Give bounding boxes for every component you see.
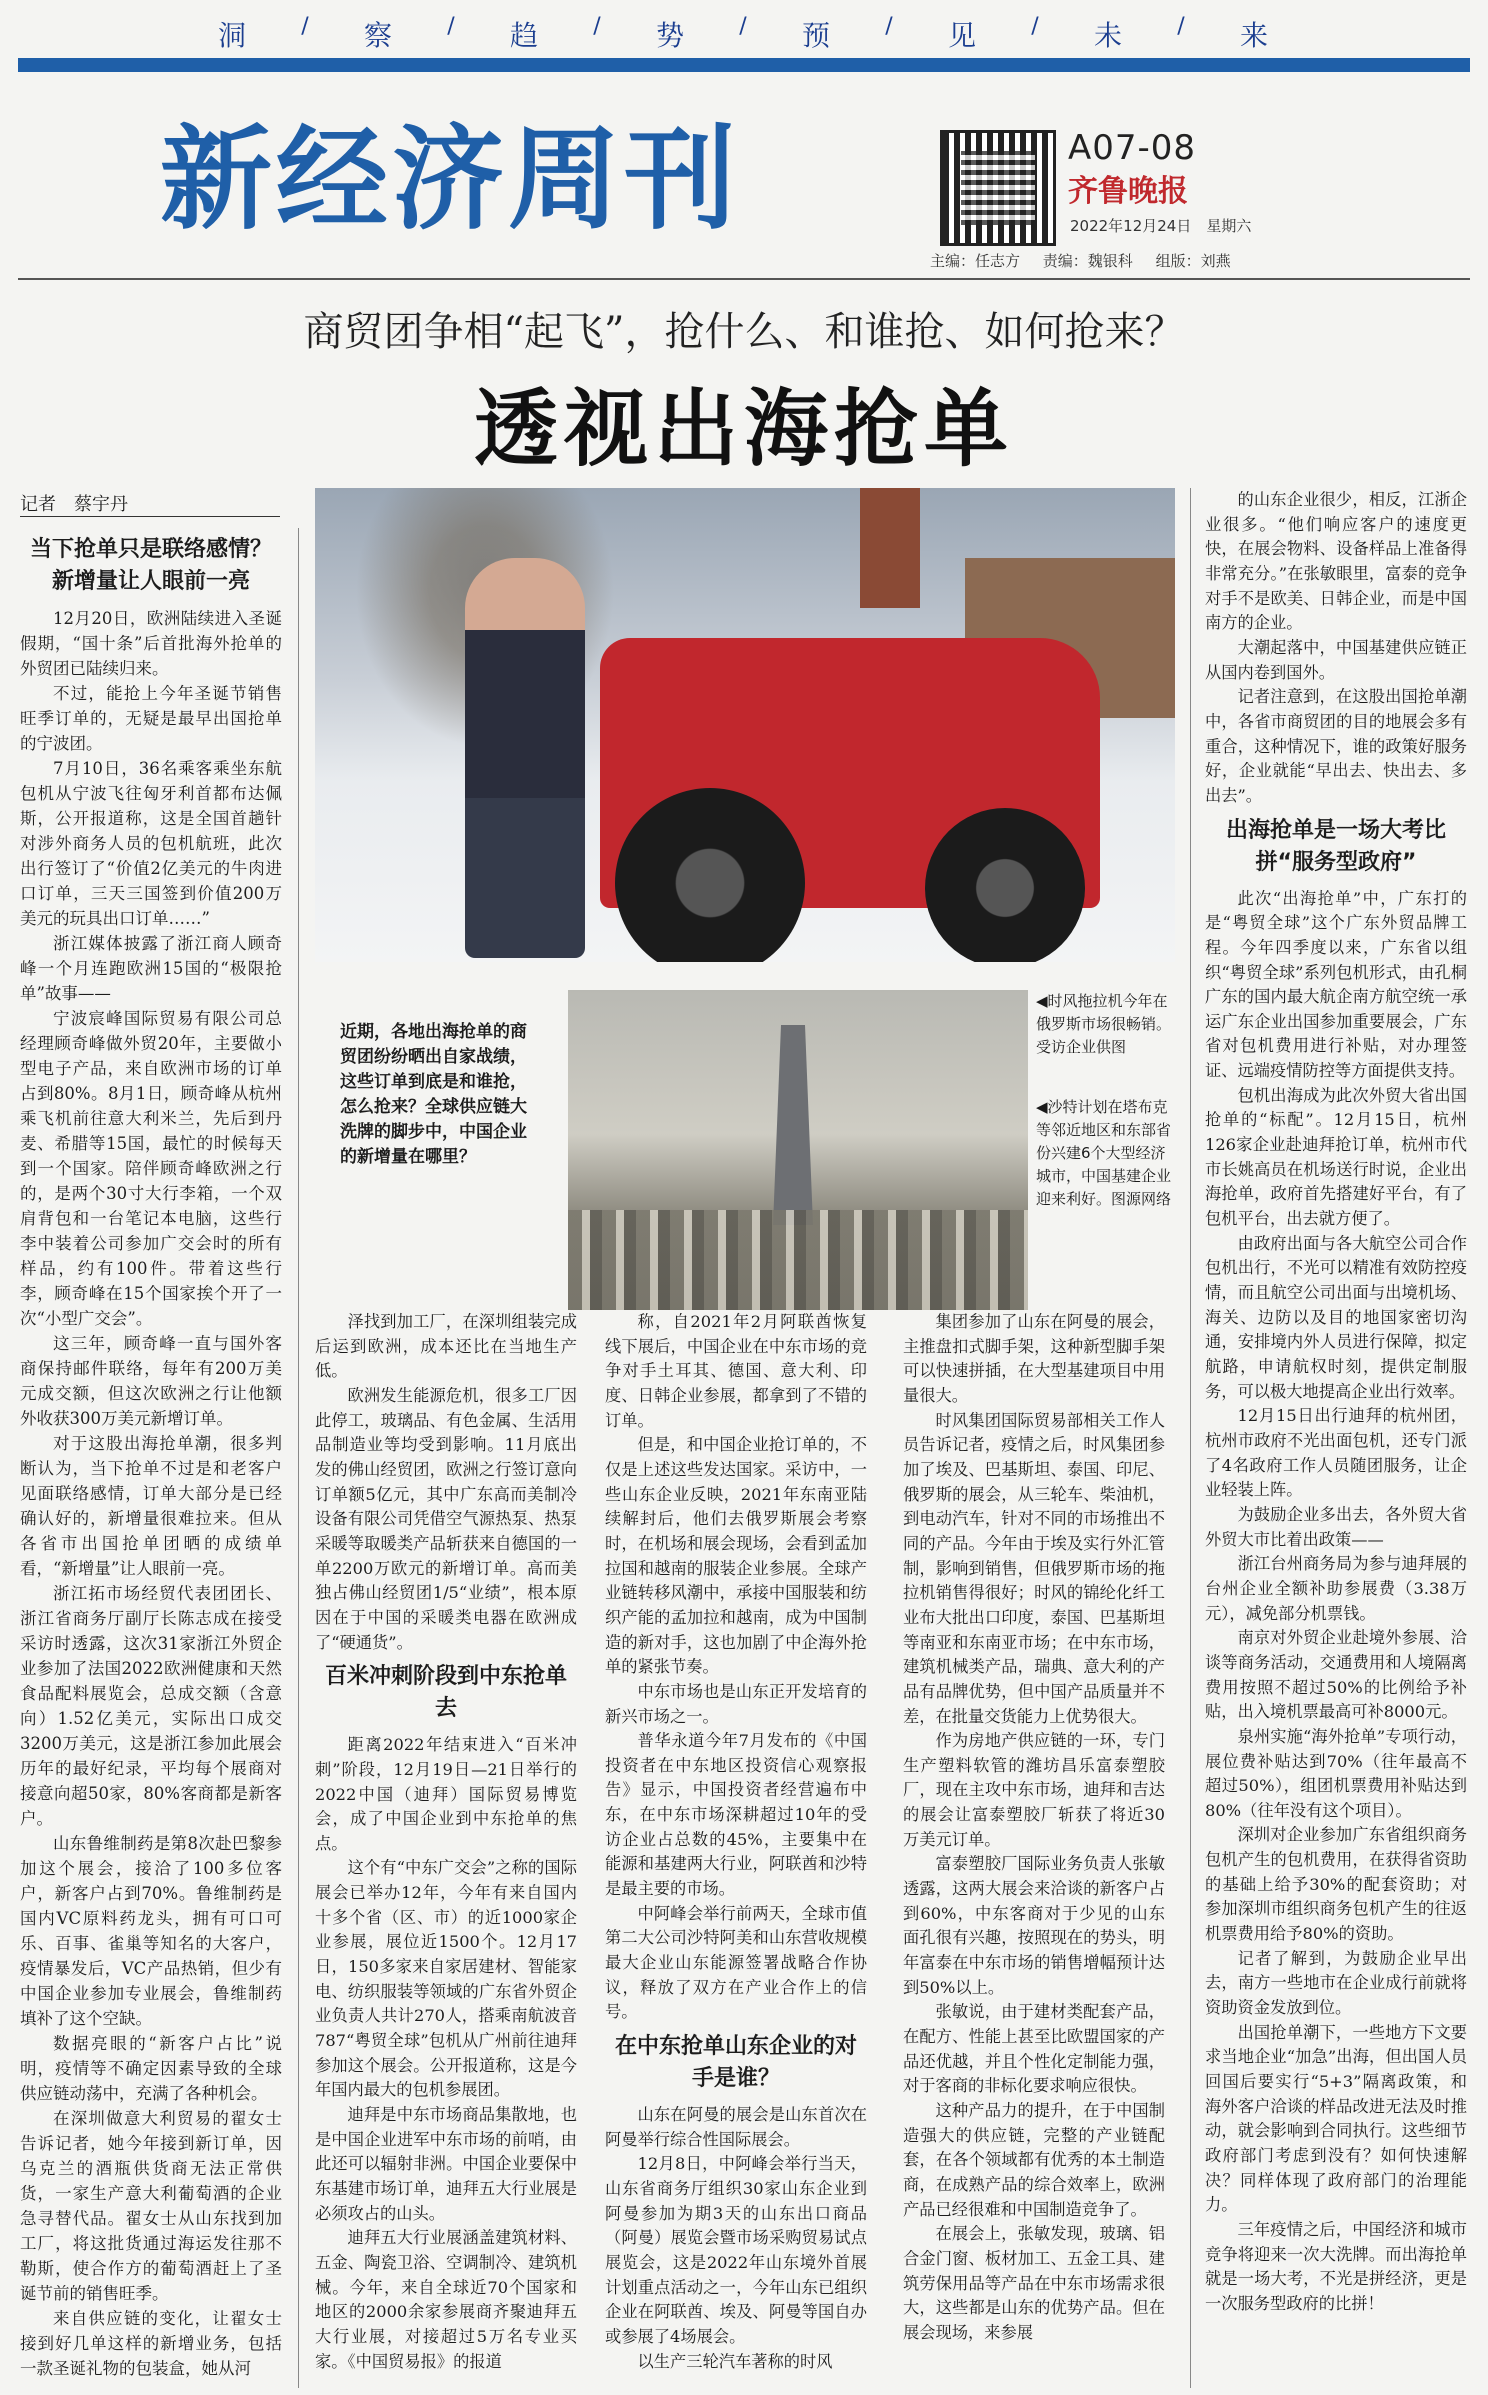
section-title-5: 出海抢单是一场大考比拼“服务型政府” (1225, 817, 1446, 875)
tagline: 洞 / 察 / 趋 / 势 / 预 / 见 / 未 / 来 (0, 14, 1488, 54)
qr-code[interactable] (940, 130, 1056, 246)
tagline-char: 预 (801, 19, 832, 52)
paragraph: 迪拜是中东市场商品集散地，也是中国企业进军中东市场的前哨，由此还可以辐射非洲。中国企业要保中东基建市场订单，迪拜五大行业展是必须攻占的山头。 (315, 2105, 577, 2223)
photo-caption-skyline: ◀沙特计划在塔布克等邻近地区和东部省份兴建6个大型经济城市，中国基建企业迎来利好。图源网络 (1036, 1098, 1172, 1208)
issue-date: 2022年12月24日 星期六 (1070, 217, 1252, 235)
paragraph: 浙江媒体披露了浙江商人顾奇峰一个月连跑欧洲15国的“极限抢单”故事—— (20, 934, 282, 1003)
paragraph: 欧洲发生能源危机，很多工厂因此停工，玻璃品、有色金属、生活用品制造业等均受到影响。11月底出发的佛山经贸团，欧洲之行签订意向订单额5亿元，其中广东高而美制冷设备有限公司凭借空气源热泵、热泵采暖等取暖类产品斩获来自德国的一单2200万欧元的新增订单。高而美独占佛山经贸团1/5“业绩”，根本原因在于中国的采暖类电器在欧洲成了“硬通货”。 (315, 1385, 577, 1652)
paragraph: 12月20日，欧洲陆续进入圣诞假期，“国十条”后首批海外抢单的外贸团已陆续归来。 (20, 609, 282, 678)
paragraph: 大潮起落中，中国基建供应链正从国内卷到国外。 (1205, 637, 1467, 682)
tagline-char: 势 (655, 19, 686, 52)
paragraph: 称，自2021年2月阿联酋恢复线下展后，中国企业在中东市场的竞争对手土耳其、德国、意大利、印度、日韩企业参展，都拿到了不错的订单。 (605, 1312, 867, 1430)
paragraph: 记者了解到，为鼓励企业早出去，南方一些地市在企业成行前就将资助资金发放到位。 (1205, 1948, 1467, 2018)
paragraph: 不过，能抢上今年圣诞节销售旺季订单的，无疑是最早出国抢单的宁波团。 (20, 684, 282, 753)
header-rule (18, 278, 1470, 280)
section-title-3: 在中东抢单山东企业的对手是谁？ (614, 2034, 857, 2092)
paragraph: 包机出海成为此次外贸大省出国抢单的“标配”。12月15日，杭州126家企业赴迪拜抢订单，杭州市代市长姚高员在机场送行时说，企业出海抢单，政府首先搭建好平台，有了包机平台，出去就方便了。 (1205, 1085, 1467, 1229)
paragraph: 这种产品力的提升，在于中国制造强大的供应链，完整的产业链配套，在各个领域都有优秀的本土制造商，在成熟产品的综合效率上，欧洲产品已经很难和中国制造竞争了。 (903, 2101, 1165, 2219)
paragraph: 集团参加了山东在阿曼的展会，主推盘扣式脚手架，这种新型脚手架可以快速拼插，在大型基建项目中用量很大。 (903, 1312, 1165, 1405)
tagline-char: 趋 (509, 19, 540, 52)
paragraph: 深圳对企业参加广东省组织商务包机产生的包机费用，在获得省资助的基础上给予30%的配套资助；对参加深圳市组织商务包机产生的往返机票费用给予80%的资助。 (1205, 1825, 1467, 1944)
riyadh-skyline-photo (568, 990, 1028, 1310)
tagline-char: 未 (1093, 19, 1124, 52)
paragraph: 普华永道今年7月发布的《中国投资者在中东地区投资信心观察报告》显示，中国投资者经营遍布中东，在中东市场深耕超过10年的受访企业占总数的45%，主要集中在能源和基建两大行业，阿联酋和沙特是最主要的市场。 (605, 1731, 867, 1899)
paragraph: 山东在阿曼的展会是山东首次在阿曼举行综合性国际展会。 (605, 2105, 867, 2149)
paragraph: 中阿峰会举行前两天，全球市值第二大公司沙特阿美和山东营收规模最大企业山东能源签署战略合作协议，释放了双方在产业合作上的信号。 (605, 1903, 867, 2022)
paragraph: 记者注意到，在这股出国抢单潮中，各省市商贸团的目的地展会多有重合，这种情况下，谁的政策好服务好，企业就能“早出去、快出去、多出去”。 (1205, 687, 1467, 805)
paragraph: 以生产三轮汽车著称的时风 (637, 2351, 833, 2371)
paragraph: 由政府出面与各大航空公司合作包机出行，不光可以精准有效防控疫情，而且航空公司出面与出境机场、海关、边防以及目的地国家密切沟通，安排境内外人员进行保障，拟定航路，申请航权时刻，提供定制服务，可以极大地提高企业出行效率。 (1205, 1233, 1467, 1401)
paragraph: 时风集团国际贸易部相关工作人员告诉记者，疫情之后，时风集团参加了埃及、巴基斯坦、泰国、印尼、俄罗斯的展会，从三轮车、柴油机，到电动汽车，针对不同的市场推出不同的产品。今年由于埃及实行外汇管制，影响到销售，但俄罗斯市场的拖拉机销售得很好；时风的锦纶化纤工业布大批出口印度，泰国、巴基斯坦等南亚和东南亚市场；在中东市场，建筑机械类产品，瑞典、意大利的产品有品牌优势，但中国产品质量并不差，在批量交货能力上优势很大。 (903, 1410, 1165, 1726)
chief-editor: 主编：任志方 (930, 252, 1021, 270)
paragraph: 7月10日，36名乘客乘坐东航包机从宁波飞往匈牙利首都布达佩斯，公开报道称，这是全国首趟针对涉外商务人员的包机航班，此次出行签订了“价值2亿美元的牛肉进口订单，三天三国签到价值200万美元的玩具出口订单……” (20, 759, 282, 928)
paragraph: 浙江台州商务局为参与迪拜展的台州企业全额补助参展费（3.38万元），减免部分机票钱。 (1205, 1554, 1467, 1623)
paragraph: 在展会上，张敏发现，玻璃、铝合金门窗、板材加工、五金工具、建筑劳保用品等产品在中东市场需求很大，这些都是山东的优势产品。但在展会现场，来参展 (903, 2224, 1165, 2342)
paragraph: 山东鲁维制药是第8次赴巴黎参加这个展会，接洽了100多位客户，新客户占到70%。鲁维制药是国内VC原料药龙头，拥有可口可乐、百事、雀巢等知名的大客户，疫情暴发后，VC产品热销，但少有中国企业参加专业展会，鲁维制药填补了这个空缺。 (20, 1834, 282, 2028)
paragraph: 泽找到加工厂，在深圳组装完成后运到欧洲，成本还比在当地生产低。 (315, 1312, 577, 1381)
column-rule (298, 528, 299, 2388)
headline: 透视出海抢单 (473, 379, 1014, 478)
tractor-photo (315, 488, 1175, 962)
paragraph: 出国抢单潮下，一些地方下文要求当地企业“加急”出海，但出国人员回国后要实行“5+3”隔离政策，和海外客户洽谈的样品改进无法及时推动，就会影响到合同执行。这些细节政府部门考虑到没有？如何快速解决？同样体现了政府部门的治理能力。 (1205, 2022, 1467, 2215)
tagline-char: 洞 (217, 19, 248, 52)
byline: 记者 蔡宇丹 (20, 494, 128, 515)
paragraph: 泉州实施“海外抢单”专项行动，展位费补贴达到70%（往年最高不超过50%），组团机票费用补贴达到80%（往年没有这个项目）。 (1205, 1726, 1467, 1820)
paragraph: 来自供应链的变化，让翟女士接到好几单这样的新增业务，包括一款圣诞礼物的包装盒，她从河 (20, 2309, 282, 2378)
layout-editor: 组版：刘燕 (1155, 252, 1231, 270)
tagline-char: 来 (1239, 19, 1270, 52)
column-rule (1190, 488, 1191, 2388)
paragraph: 作为房地产供应链的一环，专门生产塑料软管的潍坊昌乐富泰塑胶厂，现在主攻中东市场，迪拜和吉达的展会让富泰塑胶厂斩获了将近30万美元订单。 (903, 1731, 1165, 1849)
paragraph: 宁波宸峰国际贸易有限公司总经理顾奇峰做外贸20年，主要做小型电子产品，来自欧洲市场的订单占到80%。8月1日，顾奇峰从杭州乘飞机前往意大利米兰，先后到丹麦、希腊等15国，最忙的时候每天到一个国家。陪伴顾奇峰欧洲之行的，是两个30寸大行李箱，一个双肩背包和一台笔记本电脑，这些行李中装着公司参加广交会时的所有样品，约有100件。带着这些行李，顾奇峰在15个国家挨个开了一次“小型广交会”。 (20, 1009, 282, 1328)
paragraph: 迪拜五大行业展涵盖建筑材料、五金、陶瓷卫浴、空调制冷、建筑机械。今年，来自全球近70个国家和地区的2000余家参展商齐聚迪拜五大行业展，对接超过5万名专业买家。《中国贸易报》的报道 (315, 2228, 577, 2371)
lead-callout: 近期，各地出海抢单的商贸团纷纷晒出自家战绩，这些订单到底是和谁抢，怎么抢来？全球供应链大洗牌的脚步中，中国企业的新增量在哪里？ (340, 1022, 527, 1167)
subheadline: 商贸团争相“起飞”，抢什么、和谁抢、如何抢来？ (303, 309, 1185, 355)
column-5 (1205, 488, 1467, 2317)
paragraph: 南京对外贸企业赴境外参展、洽谈等商务活动，交通费用和人境隔离费用按照不超过50%的比例给予补贴，出入境机票最高可补8000元。 (1205, 1628, 1467, 1722)
top-color-bar (18, 58, 1470, 72)
paragraph: 距离2022年结束进入“百米冲刺”阶段，12月19日—21日举行的2022中国（迪拜）国际贸易博览会，成了中国企业到中东抢单的焦点。 (315, 1735, 577, 1853)
paragraph: 此次“出海抢单”中，广东打的是“粤贸全球”这个广东外贸品牌工程。今年四季度以来，广东省以组织“粤贸全球”系列包机形式，由孔桐广东的国内最大航企南方航空统一承运广东企业出国参加重要展会，广东省对包机费用进行补贴，对办理签证、远端疫情防控等方面提供支持。 (1205, 888, 1467, 1081)
byline-rule (20, 516, 280, 517)
paragraph: 富泰塑胶厂国际业务负责人张敏透露，这两大展会来洽谈的新客户占到60%，中东客商对于少见的山东面孔很有兴趣，按照现在的势头，明年富泰在中东市场的销售增幅预计达到50%以上。 (903, 1854, 1165, 1997)
section-title-2: 百米冲刺阶段到中东抢单去 (324, 1664, 567, 1722)
column-1 (20, 528, 282, 2381)
paragraph: 这三年，顾奇峰一直与国外客商保持邮件联络，每年有200万美元成交额，但这次欧洲之行让他额外收获300万美元新增订单。 (20, 1334, 282, 1428)
paragraph: 在深圳做意大利贸易的翟女士告诉记者，她今年接到新订单，因乌克兰的酒瓶供货商无法正常供货，一家生产意大利葡萄酒的企业急寻替代品。翟女士从山东找到加工厂，将这批货通过海运发往那不勒斯，使合作方的葡萄酒赶上了圣诞节前的销售旺季。 (20, 2109, 282, 2303)
paragraph: 三年疫情之后，中国经济和城市竞争将迎来一次大洗牌。而出海抢单就是一场大考，不光是拼经济，更是一次服务型政府的比拼！ (1205, 2219, 1467, 2313)
photo-caption-tractor: ◀时风拖拉机今年在俄罗斯市场很畅销。受访企业供图 (1036, 992, 1172, 1056)
tagline-char: 见 (947, 19, 978, 52)
masthead-title: 新经济周刊 (160, 115, 740, 245)
paragraph: 的山东企业很少，相反，江浙企业很多。“他们响应客户的速度更快，在展会物料、设备样品上准备得非常充分。”在张敏眼里，富泰的竞争对手不是欧美、日韩企业，而是中国南方的企业。 (1205, 490, 1467, 633)
paragraph: 张敏说，由于建材类配套产品，在配方、性能上甚至比欧盟国家的产品还优越，并且个性化定制能力强，对于客商的非标化要求响应很快。 (903, 2002, 1165, 2096)
editor-credits (930, 250, 1249, 271)
paragraph: 对于这股出海抢单潮，很多判断认为，当下抢单不过是和老客户见面联络感情，订单大部分是已经确认好的，新增量很难拉来。但从各省市出国抢单团晒的成绩单看，“新增量”让人眼前一亮。 (20, 1434, 282, 1578)
column-2 (315, 1310, 577, 2374)
page-number: A07-08 (1068, 128, 1197, 168)
paragraph: 这个有“中东广交会”之称的国际展会已举办12年，今年有来自国内十多个省（区、市）的近1000家企业参展，展位近1500个。12月17日，150多家来自家居建材、智能家电、纺织服装等领域的广东省外贸企业负责人共计270人，搭乘南航波音787“粤贸全球”包机从广州前往迪拜参加这个展会。公开报道称，这是今年国内最大的包机参展团。 (315, 1858, 577, 2100)
paragraph: 12月8日，中阿峰会举行当天，山东省商务厅组织30家山东企业到阿曼参加为期3天的山东出口商品（阿曼）展览会暨市场采购贸易试点展览会，这是2022年山东境外首展计划重点活动之一，今年山东已组织企业在阿联酋、埃及、阿曼等国自办或参展了4场展会。 (605, 2154, 867, 2346)
paragraph: 中东市场也是山东正开发培育的新兴市场之一。 (605, 1681, 867, 1726)
tagline-char: 察 (363, 19, 394, 52)
paragraph: 为鼓励企业多出去，各外贸大省外贸大市比着出政策—— (1205, 1504, 1467, 1549)
paragraph: 浙江拓市场经贸代表团团长、浙江省商务厅副厅长陈志成在接受采访时透露，这次31家浙江外贸企业参加了法国2022欧洲健康和天然食品配料展览会，总成交额（含意向）1.52亿美元，实际出口成交3200万美元，这是浙江参加此展会历年的最好纪录，平均每个展商对接意向超50家，80%客商都是新客户。 (20, 1584, 282, 1828)
column-4 (903, 1310, 1165, 2346)
paragraph: 但是，和中国企业抢订单的，不仅是上述这些发达国家。采访中，一些山东企业反映，2021年东南亚陆续解封后，他们去俄罗斯展会考察时，在机场和展会现场，会看到孟加拉国和越南的服装企业参展。全球产业链转移风潮中，承接中国服装和纺织产能的孟加拉和越南，成为中国制造的新对手，这也加剧了中企海外抢单的紧张节奏。 (605, 1435, 867, 1677)
section-title-1: 当下抢单只是联络感情？新增量让人眼前一亮 (29, 537, 272, 594)
paragraph: 12月15日出行迪拜的杭州团，杭州市政府不光出面包机，还专门派了4名政府工作人员随团服务，让企业轻装上阵。 (1205, 1406, 1467, 1500)
column-3 (605, 1310, 867, 2374)
newspaper-logo: 齐鲁晚报 (1068, 174, 1188, 209)
duty-editor: 责编：魏银科 (1042, 252, 1133, 270)
paragraph: 数据亮眼的“新客户占比”说明，疫情等不确定因素导致的全球供应链动荡中，充满了各种机会。 (20, 2034, 282, 2103)
